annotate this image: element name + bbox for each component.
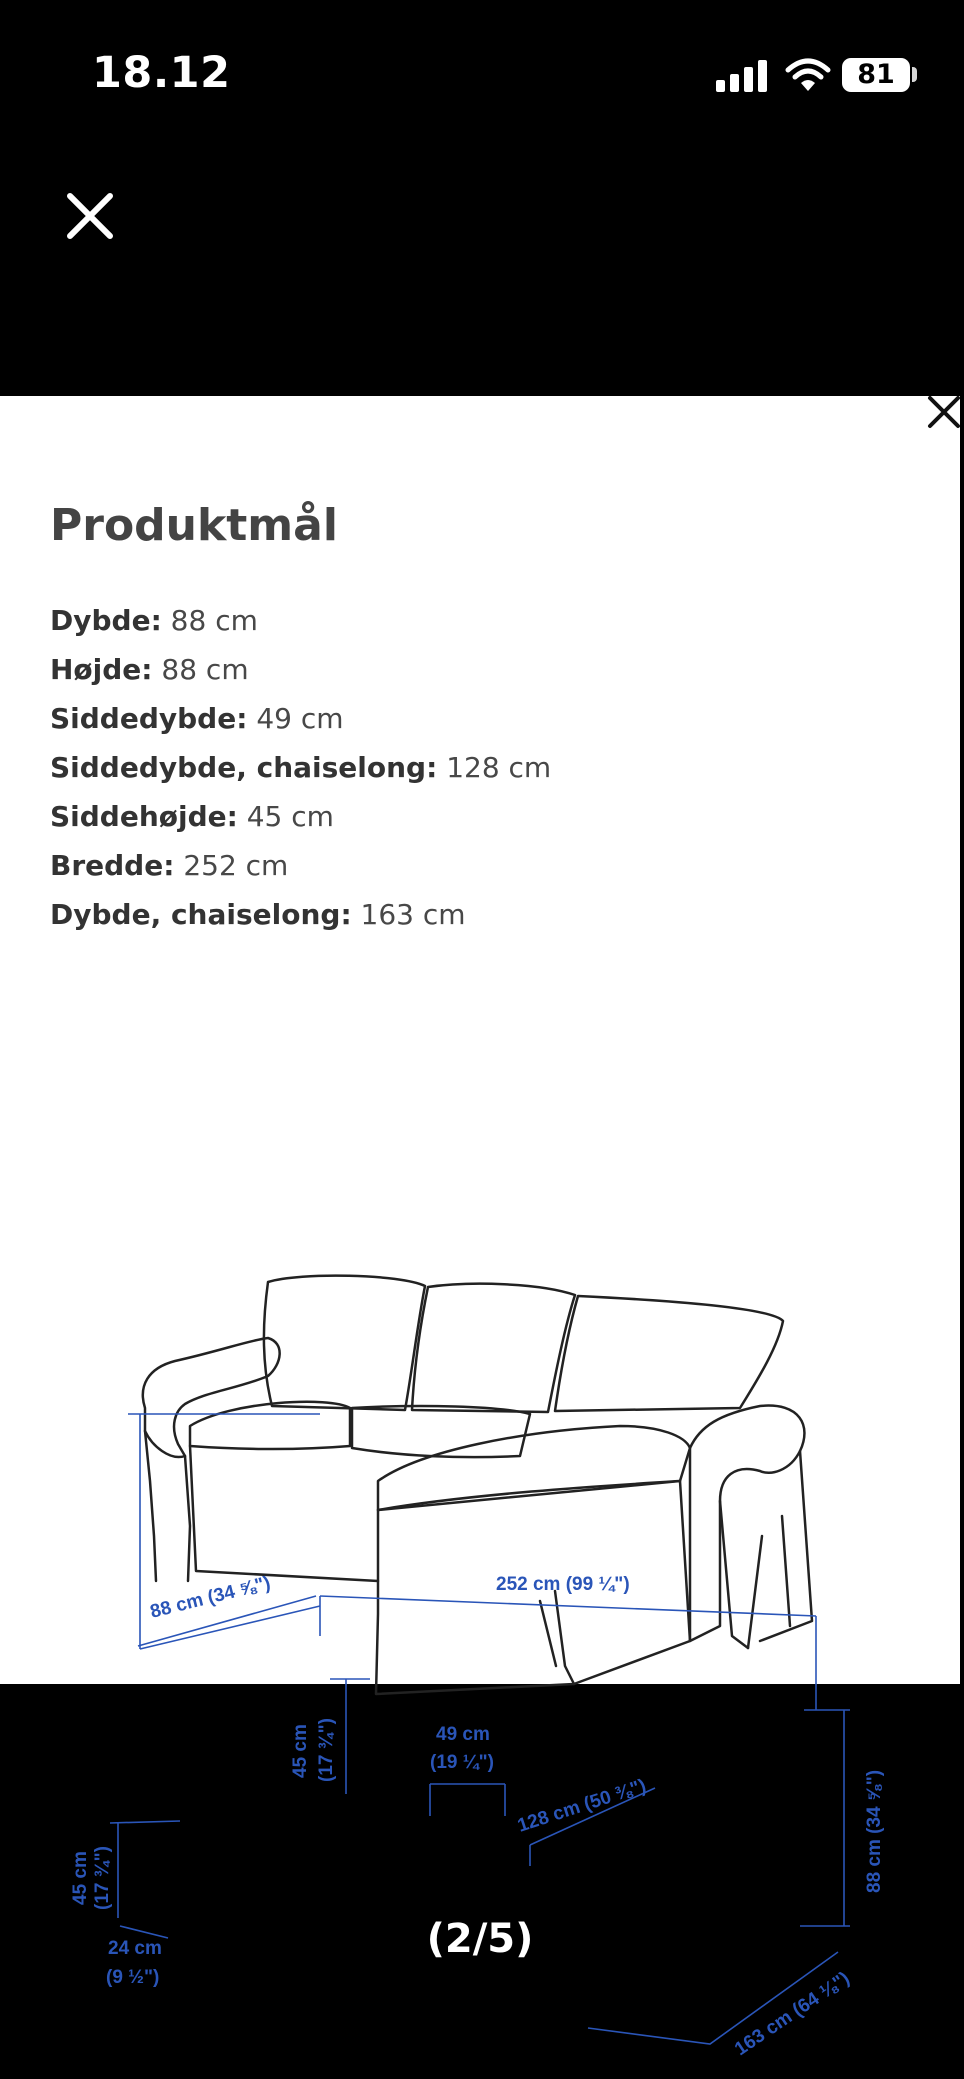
dimension-item	[50, 596, 551, 645]
wifi-icon	[786, 58, 830, 92]
label-height-88: 88 cm (34 ⅝")	[864, 1769, 885, 1893]
label-leg-24-in: (9 ½")	[106, 1967, 160, 1988]
dimension-value: 49 cm	[247, 702, 344, 735]
dimension-label: Bredde:	[50, 849, 175, 882]
dimension-item	[50, 743, 551, 792]
dimension-value: 88 cm	[152, 653, 249, 686]
label-leg-24-cm: 24 cm	[108, 1938, 162, 1959]
status-bar	[0, 0, 960, 150]
dimension-label: Dybde:	[50, 604, 162, 637]
sofa-dimension-drawing	[0, 1076, 960, 2061]
dimension-item	[50, 645, 551, 694]
label-seat-49-cm: 49 cm	[436, 1724, 490, 1745]
signal-icon	[716, 58, 768, 92]
label-depth-88: 88 cm (34 ⅝")	[148, 1572, 273, 1623]
dimension-label: Siddehøjde:	[50, 800, 238, 833]
label-chaise-163: 163 cm (64 ⅛")	[731, 1968, 854, 2061]
product-image	[0, 396, 960, 2061]
label-chaise-128: 128 cm (50 ⅜")	[515, 1775, 649, 1837]
label-width-252: 252 cm (99 ¼")	[496, 1574, 630, 1595]
battery-icon: 81	[842, 58, 910, 92]
dimension-label: Siddedybde:	[50, 702, 248, 735]
viewer-close-button[interactable]	[64, 190, 116, 242]
page-title: Produktmål	[50, 500, 338, 551]
dimension-value: 88 cm	[161, 604, 258, 637]
dimension-value: 163 cm	[351, 898, 466, 931]
close-icon	[924, 392, 964, 432]
dimension-label: Siddedybde, chaiselong:	[50, 751, 438, 784]
label-back-45-cm: 45 cm	[290, 1724, 311, 1778]
dimension-item	[50, 792, 551, 841]
dimension-item	[50, 841, 551, 890]
dimension-value: 128 cm	[437, 751, 552, 784]
label-seat-h-45-cm: 45 cm	[70, 1851, 91, 1905]
viewer-footer	[0, 1684, 960, 2079]
close-icon	[64, 190, 116, 242]
sofa-outline	[143, 1276, 812, 1694]
status-time: 18.12	[92, 48, 231, 98]
dimension-label: Dybde, chaiselong:	[50, 898, 352, 931]
dimension-item	[50, 694, 551, 743]
battery-tip	[912, 67, 917, 82]
image-counter: (2/5)	[426, 1916, 534, 1962]
dimension-value: 45 cm	[237, 800, 334, 833]
panel-close-button[interactable]	[924, 392, 964, 432]
dimension-value: 252 cm	[174, 849, 289, 882]
label-seat-49-in: (19 ¼")	[430, 1752, 494, 1773]
dimension-label: Højde:	[50, 653, 153, 686]
label-seat-h-45-in: (17 ¾")	[92, 1846, 113, 1910]
dimension-list	[50, 596, 551, 939]
dimension-item	[50, 890, 551, 939]
label-back-45-in: (17 ¾")	[316, 1718, 337, 1782]
